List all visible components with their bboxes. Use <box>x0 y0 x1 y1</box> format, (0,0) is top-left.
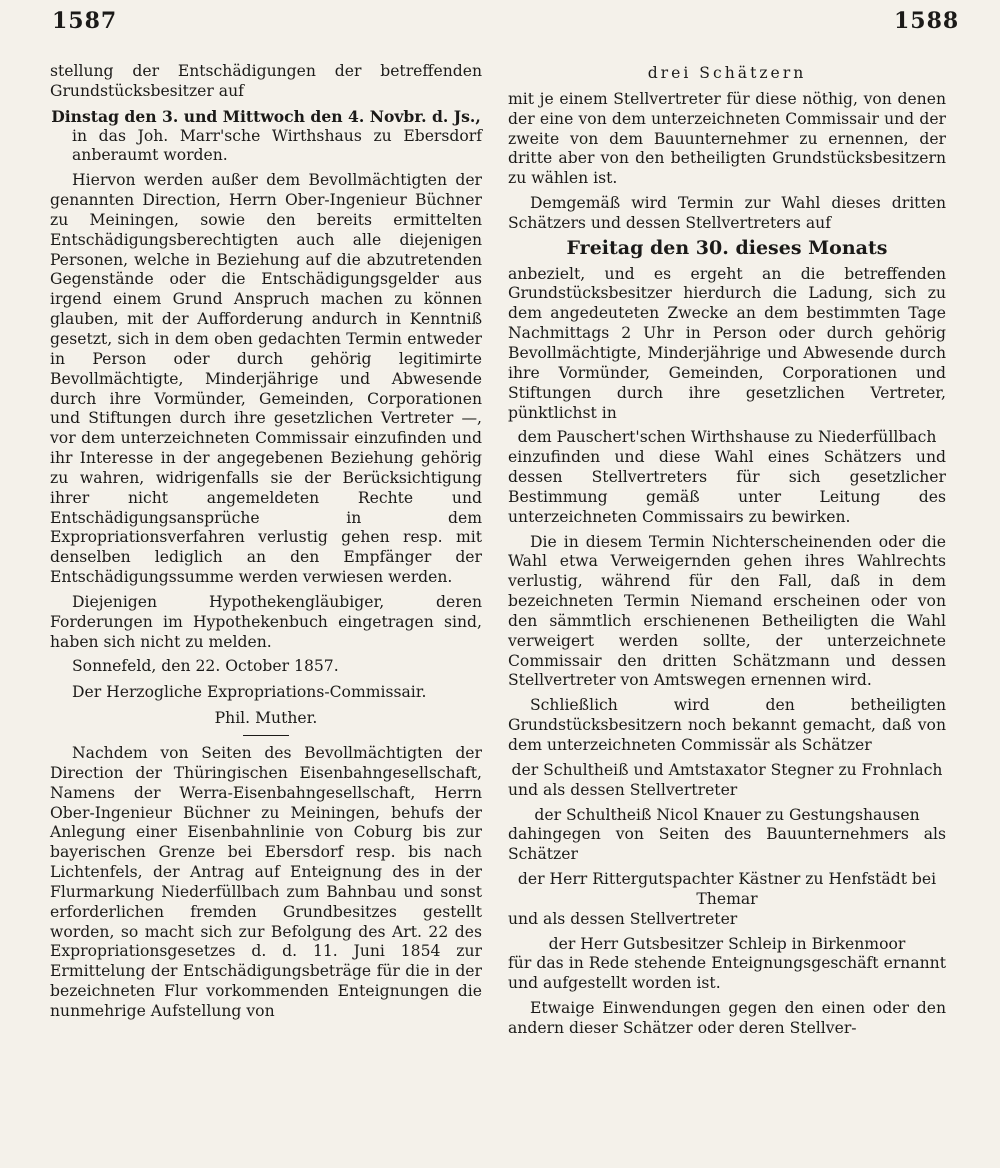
left-paragraph-4: Nachdem von Seiten des Bevollmächtigten der Direction der Thüringischen Eisenbahngesellschaft, Namens der Werra-Eisenbahngesellschaft, Herrn Ober-Ingenieur Büchner zu Meiningen, behufs der Anlegung einer Eisenbahnlinie von Coburg bis zur bayerischen Grenze bei Ebersdorf resp. bis nach Lichtenfels, der Antrag auf Enteignung des in der Flurmarkung Niederfüllbach zum Bahnbau und sonst erforderlichen fremden Grundbesitzes gestellt worden, so macht sich zur Befolgung des Art. 22 des Expropriationsgesetzes d. d. 11. Juni 1854 zur Ermittelung der Entschädigungsbeträge für die in der bezeichneten Flur vorkommenden Enteignungen die nunmehrige Aufstellung von <box>50 744 482 1020</box>
right-paragraph-4: einzufinden und diese Wahl eines Schätzers und dessen Stellvertreters für sich gesetzlicher Bestimmung gemäß unter Leitung des unterzeichneten Commissairs zu bewirken. <box>508 448 946 526</box>
right-paragraph-2: Demgemäß wird Termin zur Wahl dieses dritten Schätzers und dessen Stellvertreters auf <box>508 194 946 232</box>
deputy-1-intro: und als dessen Stellvertreter <box>508 780 738 799</box>
authority-line: Der Herzogliche Expropriations-Commissair. <box>72 683 427 702</box>
meeting-place-line: in das Joh. Marr'sche Wirthshaus zu Ebersdorf anberaumt worden. <box>72 126 482 165</box>
friday-date-line: Freitag den 30. dieses Monats <box>566 236 888 259</box>
inn-line: dem Pauschert'schen Wirthshause zu Niederfüllbach <box>517 428 937 447</box>
right-column <box>508 62 946 1044</box>
right-paragraph-1: mit je einem Stellvertreter für diese nöthig, von denen der eine von dem unterzeichneten Commissair und der zweite von dem Bauunternehmer zu ernennen, der dritte aber von den betheiligten Grundstücksbesitzern zu wählen ist. <box>508 89 946 188</box>
signature: Phil. Muther. <box>214 709 318 728</box>
deputy-1: der Schultheiß Nicol Knauer zu Gestungshausen <box>534 805 920 824</box>
page-number-left: 1587 <box>52 8 118 34</box>
right-paragraph-3: anbezielt, und es ergeht an die betreffenden Grundstücksbesitzer hierdurch die Ladung, sich zu dem angedeuteten Zwecke an dem bestimmten Tage Nachmittags 2 Uhr in Person oder durch gehörig Bevollmächtigte, Minderjährige und Abwesende durch ihre Vormünder, Gemeinden, Corporationen und Stiftungen durch ihre gesetzlichen Vertreter, pünktlichst in <box>508 264 946 422</box>
left-paragraph-1: stellung der Entschädigungen der betreffenden Grundstücksbesitzer auf <box>50 62 482 100</box>
right-paragraph-8: Etwaige Einwendungen gegen den einen oder den andern dieser Schätzer oder deren Stellver- <box>508 999 946 1037</box>
deputy-2-intro: und als dessen Stellvertreter <box>508 909 738 928</box>
appraiser-2: der Herr Rittergutspachter Kästner zu Henfstädt bei Themar <box>517 870 937 908</box>
left-paragraph-3: Diejenigen Hypothekengläubiger, deren Forderungen im Hypothekenbuch eingetragen sind, haben sich nicht zu melden. <box>50 592 482 651</box>
right-paragraph-7: für das in Rede stehende Enteignungsgeschäft ernannt und aufgestellt worden ist. <box>508 954 946 993</box>
right-paragraph-6: Schließlich wird den betheiligten Grundstücksbesitzern noch bekannt gemacht, daß von dem unterzeichneten Commissär als Schätzer <box>508 696 946 754</box>
left-column <box>50 62 482 1027</box>
heading-three-appraisers: drei Schätzern <box>647 64 807 82</box>
left-paragraph-2: Hiervon werden außer dem Bevollmächtigten der genannten Direction, Herrn Ober-Ingenieur Büchner zu Meiningen, sowie den bereits ermittelten Entschädigungsberechtigten auch alle diejenigen Personen, welche in Beziehung auf die abzutretenden Gegenstände oder die Entschädigungsgelder aus irgend einem Grund Anspruch machen zu können glauben, mit der Aufforderung andurch in Kenntniß gesetzt, sich in dem oben gedachten Termin entweder in Person oder durch gehörig legitimirte Bevollmächtigte, Minderjährige und Abwesende durch ihre Vormünder, Gemeinden, Corporationen und Stiftungen durch ihre gesetzlichen Vertreter —, vor dem unterzeichneten Commissair einzufinden und ihr Interesse in der angegebenen Beziehung gehörig zu wahren, widrigenfalls sie der Berücksichtigung ihrer nicht angemeldeten Rechte und Entschädigungsansprüche in dem Expropriationsverfahren verlustig gehen resp. mit denselben lediglich an den Empfänger der Entschädigungssumme werden verwiesen werden. <box>50 171 482 587</box>
deputy-2: der Herr Gutsbesitzer Schleip in Birkenmoor <box>548 934 906 953</box>
contractor-intro: dahingegen von Seiten des Bauunternehmers als Schätzer <box>508 825 946 864</box>
dateline: Sonnefeld, den 22. October 1857. <box>72 657 339 676</box>
appraiser-1: der Schultheiß und Amtstaxator Stegner zu Frohnlach <box>511 760 943 779</box>
section-divider <box>243 735 289 736</box>
page-number-right: 1588 <box>894 8 960 34</box>
meeting-date-line: Dinstag den 3. und Mittwoch den 4. Novbr. d. Js., <box>51 106 481 126</box>
right-paragraph-5: Die in diesem Termin Nichterscheinenden oder die Wahl etwa Verweigernden gehen ihres Wahlrechts verlustig, während für den Fall, daß in dem bezeichneten Termin Niemand erscheinen oder von den sämmtlich erschienenen Betheiligten die Wahl verweigert werden sollte, der unterzeichnete Commissair den dritten Schätzmann und dessen Stellvertreter von Amtswegen ernennen wird. <box>508 532 946 690</box>
